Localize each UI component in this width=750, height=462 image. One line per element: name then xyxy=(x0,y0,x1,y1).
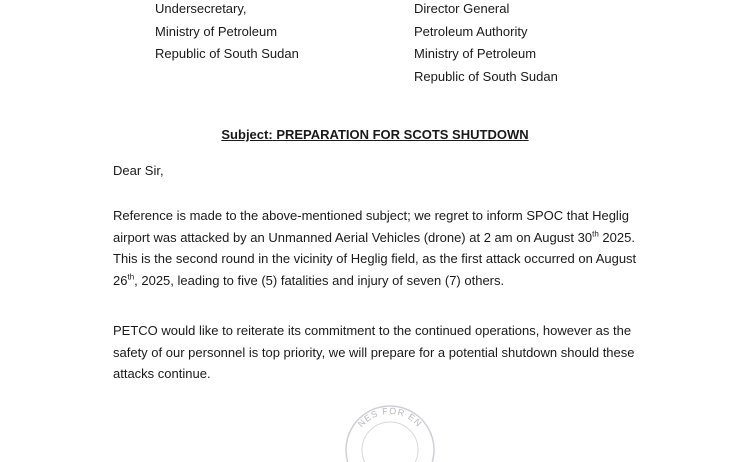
svg-text:NES FOR EN xyxy=(356,406,424,429)
stamp-text: NES FOR EN xyxy=(355,405,425,430)
paragraph-incident-report xyxy=(113,205,653,291)
paragraph-line: This is the second round in the vicinity of Heglig field, as the first attack occurred on August xyxy=(113,251,637,266)
paragraph-line: safety of our personnel is top priority, we will prepare for a potential shutdown should these xyxy=(113,344,635,360)
sender-ministry: Ministry of Petroleum xyxy=(155,23,278,39)
recipient-country: Republic of South Sudan xyxy=(414,68,558,84)
sender-title: Undersecretary, xyxy=(155,1,247,16)
subject-line xyxy=(0,127,750,142)
paragraph-commitment xyxy=(113,320,653,385)
salutation: Dear Sir, xyxy=(113,163,164,178)
sender-country: Republic of South Sudan xyxy=(155,46,299,61)
paragraph-line: 26th, 2025, leading to five (5) fatalities and injury of seven (7) others. xyxy=(113,272,505,288)
subject-text: PREPARATION FOR SCOTS SHUTDOWN xyxy=(276,127,529,142)
recipient-ministry: Ministry of Petroleum xyxy=(414,46,537,61)
recipient-authority: Petroleum Authority xyxy=(414,23,528,39)
recipient-address-block xyxy=(414,0,558,88)
paragraph-line: airport was attacked by an Unmanned Aerial Vehicles (drone) at 2 am on August 30th 2025. xyxy=(113,229,635,245)
paragraph-line: PETCO would like to reiterate its commitment to the continued operations, however as the xyxy=(113,323,632,338)
sender-address-block xyxy=(155,0,299,66)
recipient-title: Director General xyxy=(414,1,510,16)
paragraph-line: attacks continue. xyxy=(113,366,211,381)
official-stamp-seal xyxy=(340,402,440,462)
subject-label: Subject: PREPARATION FOR SCOTS SHUTDOWN xyxy=(221,127,529,142)
paragraph-line: Reference is made to the above-mentioned subject; we regret to inform SPOC that Heglig xyxy=(113,208,629,223)
